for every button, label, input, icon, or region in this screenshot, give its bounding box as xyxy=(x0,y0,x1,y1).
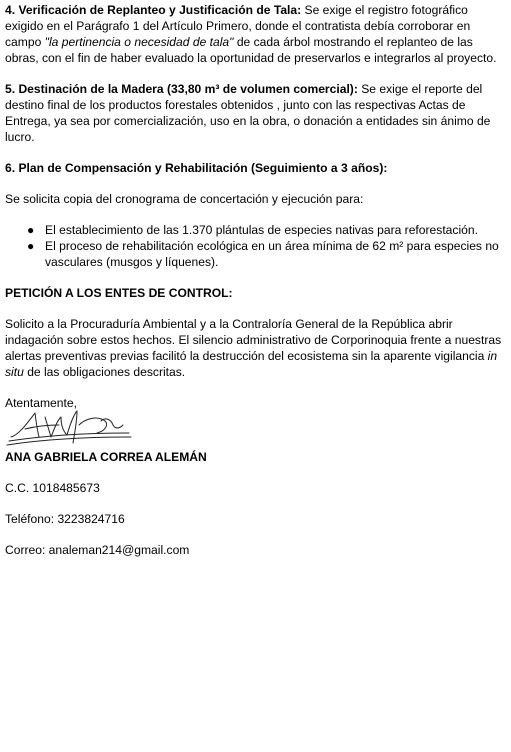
handwritten-signature xyxy=(5,407,507,449)
closing: Atentamente, xyxy=(5,396,77,410)
list-item xyxy=(5,222,507,238)
petition-text-end: de las obligaciones descritas. xyxy=(23,365,186,379)
list-item-text: El proceso de rehabilitación ecológica en un área mínima de 62 m² para especies no vasculares (musgos y líquenes). xyxy=(45,239,499,269)
list-item xyxy=(5,238,507,270)
section-4-heading: 4. Verificación de Replanteo y Justificación de Tala: xyxy=(5,3,302,17)
petition-heading: PETICIÓN A LOS ENTES DE CONTROL: xyxy=(5,286,233,300)
section-6-bullet-list xyxy=(5,222,507,270)
section-5-text: Se exige el reporte del destino final de los productos forestales obtenidos , junto con las respectivas Actas de Entrega, ya sea por comercialización, uso en la obra, o donación a entidades sin ánimo de lucro. xyxy=(5,82,491,144)
bullet-icon: ● xyxy=(27,239,35,253)
petition-paragraph xyxy=(5,316,507,380)
letter-body xyxy=(5,2,507,573)
signer-phone: Teléfono: 3223824716 xyxy=(5,512,125,526)
petition-italic: in situ xyxy=(5,349,498,379)
list-item-text: El establecimiento de las 1.370 plántulas de especies nativas para reforestación. xyxy=(45,223,478,237)
signer-id: C.C. 1018485673 xyxy=(5,481,100,495)
signer-name: ANA GABRIELA CORREA ALEMÁN xyxy=(5,450,207,464)
petition-text: Solicito a la Procuraduría Ambiental y a la Contraloría General de la República abrir indagación sobre estos hechos. El silencio administrativo de Corporinoquia frente a nuestras alertas preventivas previas facilitó la destrucción del ecosistema sin la aparente vigilancia xyxy=(5,317,502,363)
section-4-quote: "la pertinencia o necesidad de tala" xyxy=(44,35,234,49)
section-5-heading: 5. Destinación de la Madera (33,80 m³ de volumen comercial): xyxy=(5,82,358,96)
section-5-paragraph xyxy=(5,81,507,145)
signature-icon xyxy=(5,407,135,451)
section-4-text-end: de cada árbol mostrando el replanteo de las obras, con el fin de haber evaluado la oportunidad de preservarlos e integrarlos al proyecto. xyxy=(5,35,497,65)
section-4-paragraph xyxy=(5,2,507,66)
signer-email: Correo: analeman214@gmail.com xyxy=(5,543,190,557)
section-6-heading: 6. Plan de Compensación y Rehabilitación (Seguimiento a 3 años): xyxy=(5,161,388,175)
bullet-icon: ● xyxy=(27,223,35,237)
section-6-intro: Se solicita copia del cronograma de concertación y ejecución para: xyxy=(5,192,364,206)
section-4-text: Se exige el registro fotográfico exigido en el Parágrafo 1 del Artículo Primero, donde el contratista debía corroborar en campo xyxy=(5,3,471,49)
